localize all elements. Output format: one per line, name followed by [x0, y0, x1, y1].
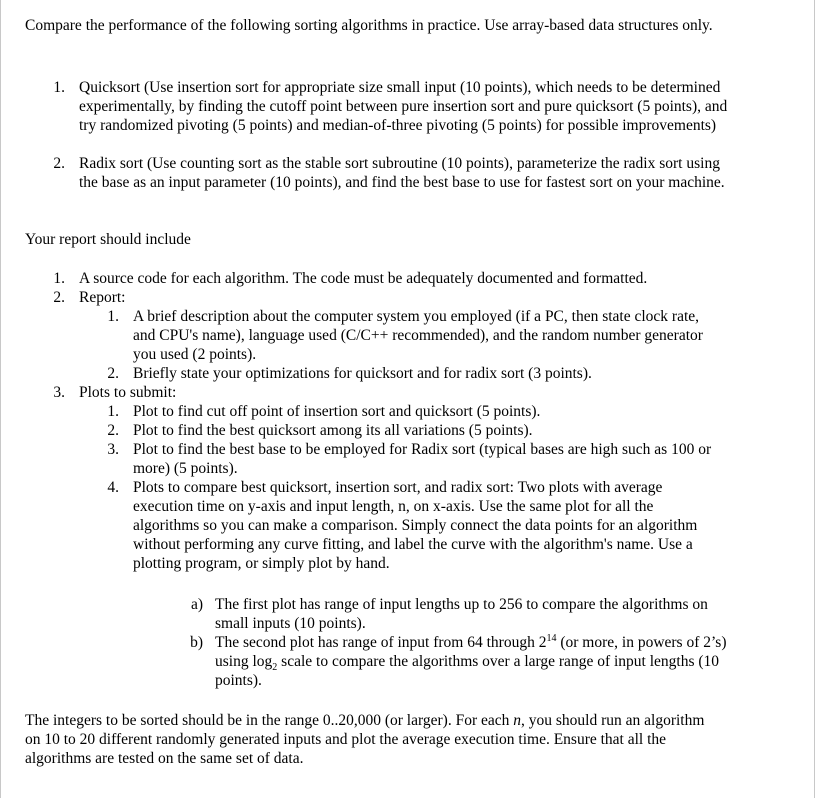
task-1-marker: 1.	[53, 79, 65, 96]
closing-text-before: The integers to be sorted should be in the range 0..20,000 (or larger). For each	[25, 712, 514, 729]
plot-sub-4-text: Plots to compare best quicksort, insertion sort, and radix sort: Two plots with average execution time on y-axis and input length, n, on x-axis. Use the same plot for all the algorithms so you can make a comparison. Simply connect the data points for an algorithm without performing any curve fitting, and label the curve with the algorithm's name. Use a plotting program, or simply plot by hand.	[133, 479, 698, 572]
task-2-marker: 2.	[53, 155, 65, 172]
power-superscript: 14	[546, 632, 557, 644]
plot-sub-2-text: Plot to find the best quicksort among its all variations (5 points).	[133, 422, 533, 439]
plot-sub-3-marker: 3.	[107, 441, 119, 458]
plot-part-b-text-middle: (or more, in powers of 2’s) using log	[215, 634, 727, 670]
plot-part-a-text: The first plot has range of input lengths up to 256 to compare the algorithms on small inputs (10 points).	[215, 596, 708, 632]
report-item-2-text: Report:	[79, 289, 126, 306]
report-item-3-marker: 3.	[53, 384, 65, 401]
task-2-text: Radix sort (Use counting sort as the stable sort subroutine (10 points), parameterize the radix sort using the base as an input parameter (10 points), and find the best base to use for fastest sort on your machine.	[79, 155, 725, 191]
plot-sub-3-text: Plot to find the best base to be employed for Radix sort (typical bases are high such as 100 or more) (5 points).	[133, 441, 712, 477]
report-item-1-marker: 1.	[53, 270, 65, 287]
plot-sub-2-marker: 2.	[107, 422, 119, 439]
report-sub-2-marker: 2.	[107, 365, 119, 382]
report-sub-1-marker: 1.	[107, 308, 119, 325]
intro-paragraph: Compare the performance of the following sorting algorithms in practice. Use array-based data structures only.	[25, 17, 713, 34]
plot-part-b-marker: b)	[190, 634, 203, 651]
n-symbol: n	[513, 712, 521, 729]
plot-part-a-marker: a)	[190, 596, 203, 613]
log-subscript: 2	[272, 662, 278, 674]
report-item-2-marker: 2.	[53, 289, 65, 306]
plot-sub-4-marker: 4.	[107, 479, 119, 496]
closing-paragraph	[25, 711, 715, 768]
plot-sub-1-marker: 1.	[107, 403, 119, 420]
task-1-text: Quicksort (Use insertion sort for appropriate size small input (10 points), which needs to be determined experimentally, by finding the cutoff point between pure insertion sort and pure quicksort (5 points), and try randomized pivoting (5 points) and median-of-three pivoting (5 points) for possible improvements)	[79, 79, 728, 134]
report-sub-1-text: A brief description about the computer system you employed (if a PC, then state clock rate, and CPU's name), language used (C/C++ recommended), and the random number generator you used (2 points).	[133, 308, 703, 363]
plot-part-b-text-after: scale to compare the algorithms over a large range of input lengths (10 points).	[215, 653, 720, 689]
closing-text-after: , you should run an algorithm on 10 to 20 different randomly generated inputs and plot the average execution time. Ensure that all the algorithms are tested on the same set of data.	[25, 712, 705, 767]
report-sub-2-text: Briefly state your optimizations for quicksort and for radix sort (3 points).	[133, 365, 592, 382]
report-item-1-text: A source code for each algorithm. The code must be adequately documented and formatted.	[79, 270, 648, 287]
plot-part-b-text-before: The second plot has range of input from 64 through 2	[215, 634, 547, 651]
report-item-3-text: Plots to submit:	[79, 384, 177, 401]
plot-sub-1-text: Plot to find cut off point of insertion sort and quicksort (5 points).	[133, 403, 541, 420]
plot-part-b-text	[215, 633, 735, 690]
report-heading: Your report should include	[25, 231, 191, 248]
